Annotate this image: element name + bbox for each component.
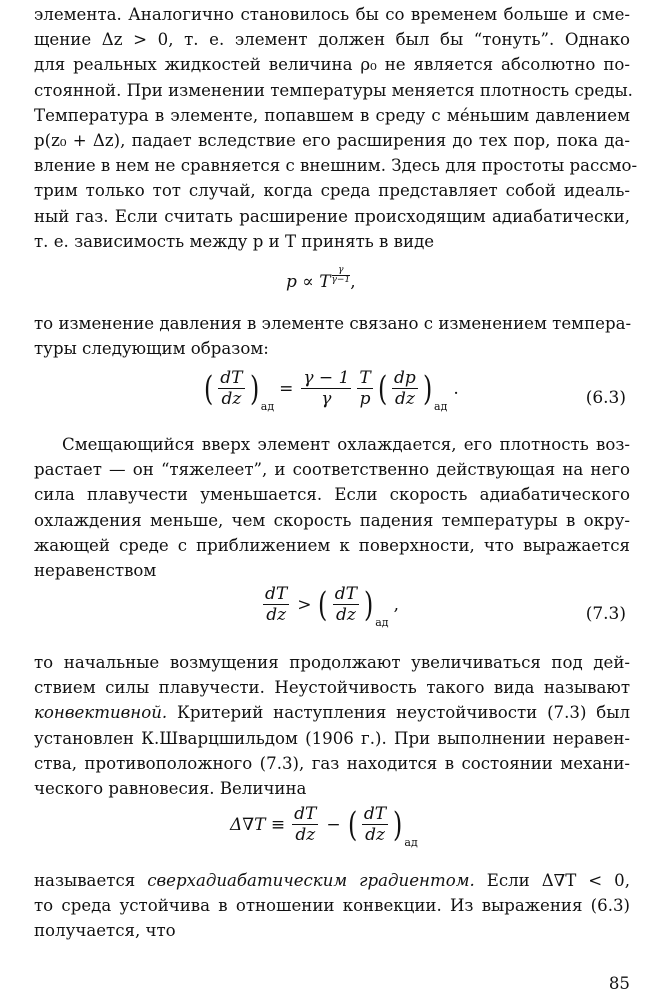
equation-number: (6.3) [585, 388, 626, 408]
paren-close: ) [363, 584, 374, 625]
equation-number: (7.3) [585, 604, 626, 624]
italic-term: сверхадиабатическим градиентом. [147, 871, 475, 890]
text-line: трим только тот случай, когда среда представляет собой идеаль- [34, 181, 630, 201]
equation-6-3 [34, 368, 630, 428]
fraction-T-p: $\frac{T}{p}$ [359, 368, 371, 409]
eq-lhs: Δ∇T ≡ [230, 814, 286, 835]
text-line: то начальные возмущения продолжают увеличиваться под дей- [34, 653, 630, 672]
page-number: 85 [608, 974, 630, 993]
minus-sign: − [326, 814, 341, 835]
paren-close: ) [393, 804, 403, 845]
paren-open: ( [377, 368, 388, 409]
eq-exponent [332, 266, 351, 285]
document-page [34, 0, 638, 1000]
subscript-ad: ад [375, 616, 389, 629]
exp-numerator: γ [338, 264, 344, 275]
fraction-dT-dz: $\frac{dT}{dz}$ [294, 804, 317, 845]
text-line: Температура в элементе, попавшем в среду с ме́ньшим давлением [34, 105, 630, 125]
paragraph-5 [34, 868, 630, 944]
subscript-ad: ад [404, 836, 418, 849]
paragraph-2 [34, 311, 630, 361]
text-line: то среда устойчива в отношении конвекции. Из выражения (6.3) [34, 896, 630, 916]
text-line: элемента. Аналогично становилось бы со временем больше и сме- [34, 5, 630, 24]
paren-open: ( [347, 804, 357, 845]
eq-lhs: p ∝ T [286, 272, 331, 292]
paren-open: ( [203, 368, 214, 409]
fraction-dp-dz: $\frac{dp}{dz}$ [394, 368, 416, 409]
text-line: щение Δz > 0, т. е. элемент должен был бы “тонуть”. Однако [34, 30, 630, 50]
text-line: ный газ. Если считать расширение происходящим адиабатически, [34, 206, 630, 226]
text-line: то изменение давления в элементе связано с изменением темпера- [34, 314, 632, 333]
subscript-ad: ад [434, 400, 448, 413]
text-line: неравенством [34, 560, 157, 580]
text-line: для реальных жидкостей величина ρ₀ не является абсолютно по- [34, 55, 630, 75]
paren-close: ) [249, 368, 259, 409]
text-line: ческого равновесия. Величина [34, 778, 307, 798]
italic-term: конвективной. [34, 703, 168, 723]
text-line: растает — он “тяжелеет”, и соответственно действующая на него [34, 460, 630, 480]
exp-denominator: γ−1 [331, 274, 351, 285]
text-line: называется сверхадиабатическим градиентом. Если Δ∇T < 0, [34, 871, 631, 890]
text-line: жающей среде с приближением к поверхности, что выражается [34, 535, 630, 555]
paren-close: ) [422, 368, 433, 409]
fraction-gamma: $\frac{\gamma - 1}{\gamma}$ [303, 368, 350, 409]
text-line: туры следующим образом: [34, 339, 269, 359]
fraction-dT-dz: $\frac{dT}{dz}$ [265, 584, 288, 625]
text-line: установлен К.Шварцшильдом (1906 г.). При выполнении неравен- [34, 728, 630, 748]
text-line: сила плавучести уменьшается. Если скорость адиабатического [34, 485, 630, 505]
text-line: охлаждения меньше, чем скорость падения температуры в окру- [34, 510, 630, 530]
fraction-dT-dz: $\frac{dT}{dz}$ [220, 368, 243, 409]
subscript-ad: ад [260, 400, 275, 413]
text-line: Смещающийся вверх элемент охлаждается, его плотность воз- [62, 435, 630, 454]
equation-superadiabatic-gradient [34, 804, 630, 864]
text-line: получается, что [34, 921, 176, 941]
text-line: вление в нем не сравняется с внешним. Здесь для простоты рассмо- [34, 156, 638, 176]
fraction-dT-dz-ad: $\frac{dT}{dz}$ [334, 584, 357, 625]
paragraph-1 [34, 2, 638, 254]
paragraph-4 [34, 650, 630, 801]
equation-proportionality [34, 264, 630, 304]
text-line: p(z₀ + Δz), падает вследствие его расширения до тех пор, пока да- [34, 130, 630, 150]
eq-tail: , [350, 272, 356, 292]
text-line: стоянной. При изменении температуры меняется плотность среды. [34, 80, 633, 100]
fraction-dT-dz-ad: $\frac{dT}{dz}$ [363, 804, 387, 845]
equation-7-3 [34, 584, 630, 644]
text-line: т. е. зависимость между p и T принять в виде [34, 231, 435, 251]
paren-open: ( [318, 584, 328, 625]
text-line: ства, противоположного (7.3), газ находится в состоянии механи- [34, 753, 630, 773]
paragraph-3 [34, 432, 630, 583]
eq-tail: . [453, 378, 459, 399]
text-line: ствием силы плавучести. Неустойчивость такого вида называют [34, 678, 630, 698]
equals-sign: = [279, 378, 294, 399]
greater-than-sign: > [297, 594, 312, 615]
eq-tail: , [393, 594, 399, 615]
text-line: конвективной. Критерий наступления неустойчивости (7.3) был [34, 703, 630, 723]
